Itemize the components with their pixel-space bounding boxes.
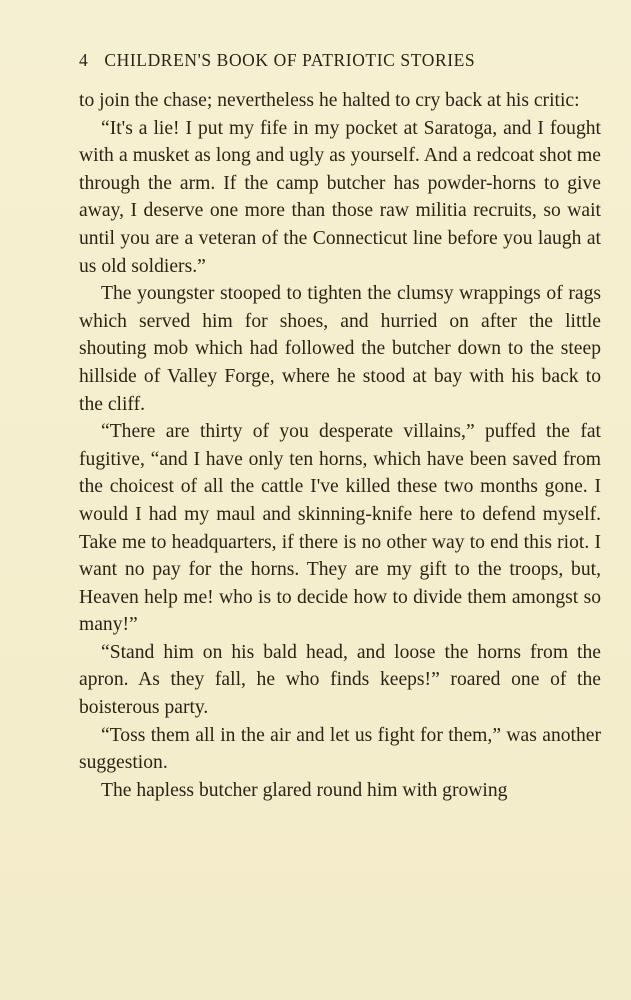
paragraph-continuation: to join the chase; nevertheless he halted to cry back at his critic: [79, 90, 580, 111]
paragraph-butcher-speech: “There are thirty of you desperate villains,” puffed the fat fugitive, “and I have only ten horns, which have been saved from the choicest of all the cattle I've killed these two months gone. I would I had my maul and skinning-knife here to defend myself. Take me to headquarters, if there is no other way to end this riot. I want no pay for the horns. They are my gift to the troops, but, Heaven help me! who is to decide how to divide them amongst so many!” [79, 421, 601, 636]
body-text [79, 87, 601, 804]
paragraph-youngster: The youngster stooped to tighten the clumsy wrappings of rags which served him for shoes, and hurried on after the little shouting mob which had followed the butcher down to the steep hillside of Valley Forge, where he stood at bay with his back to the cliff. [79, 283, 601, 415]
paragraph-fifer-reply: “It's a lie! I put my fife in my pocket at Saratoga, and I fought with a musket as long and ugly as yourself. And a redcoat shot me through the arm. If the camp butcher has powder-horns to give away, I deserve one more than those raw militia recruits, so wait until you are a veteran of the Connecticut line before you laugh at us old soldiers.” [79, 117, 601, 277]
running-title: CHILDREN'S BOOK OF PATRIOTIC STORIES [104, 50, 476, 70]
paragraph-toss-them: “Toss them all in the air and let us fight for them,” was another suggestion. [79, 724, 601, 774]
running-header [79, 46, 569, 74]
paragraph-stand-him: “Stand him on his bald head, and loose the horns from the apron. As they fall, he who finds keeps!” roared one of the boisterous party. [79, 641, 601, 719]
page-number: 4 [79, 50, 89, 70]
paragraph-hapless-butcher: The hapless butcher glared round him with growing [101, 779, 508, 801]
